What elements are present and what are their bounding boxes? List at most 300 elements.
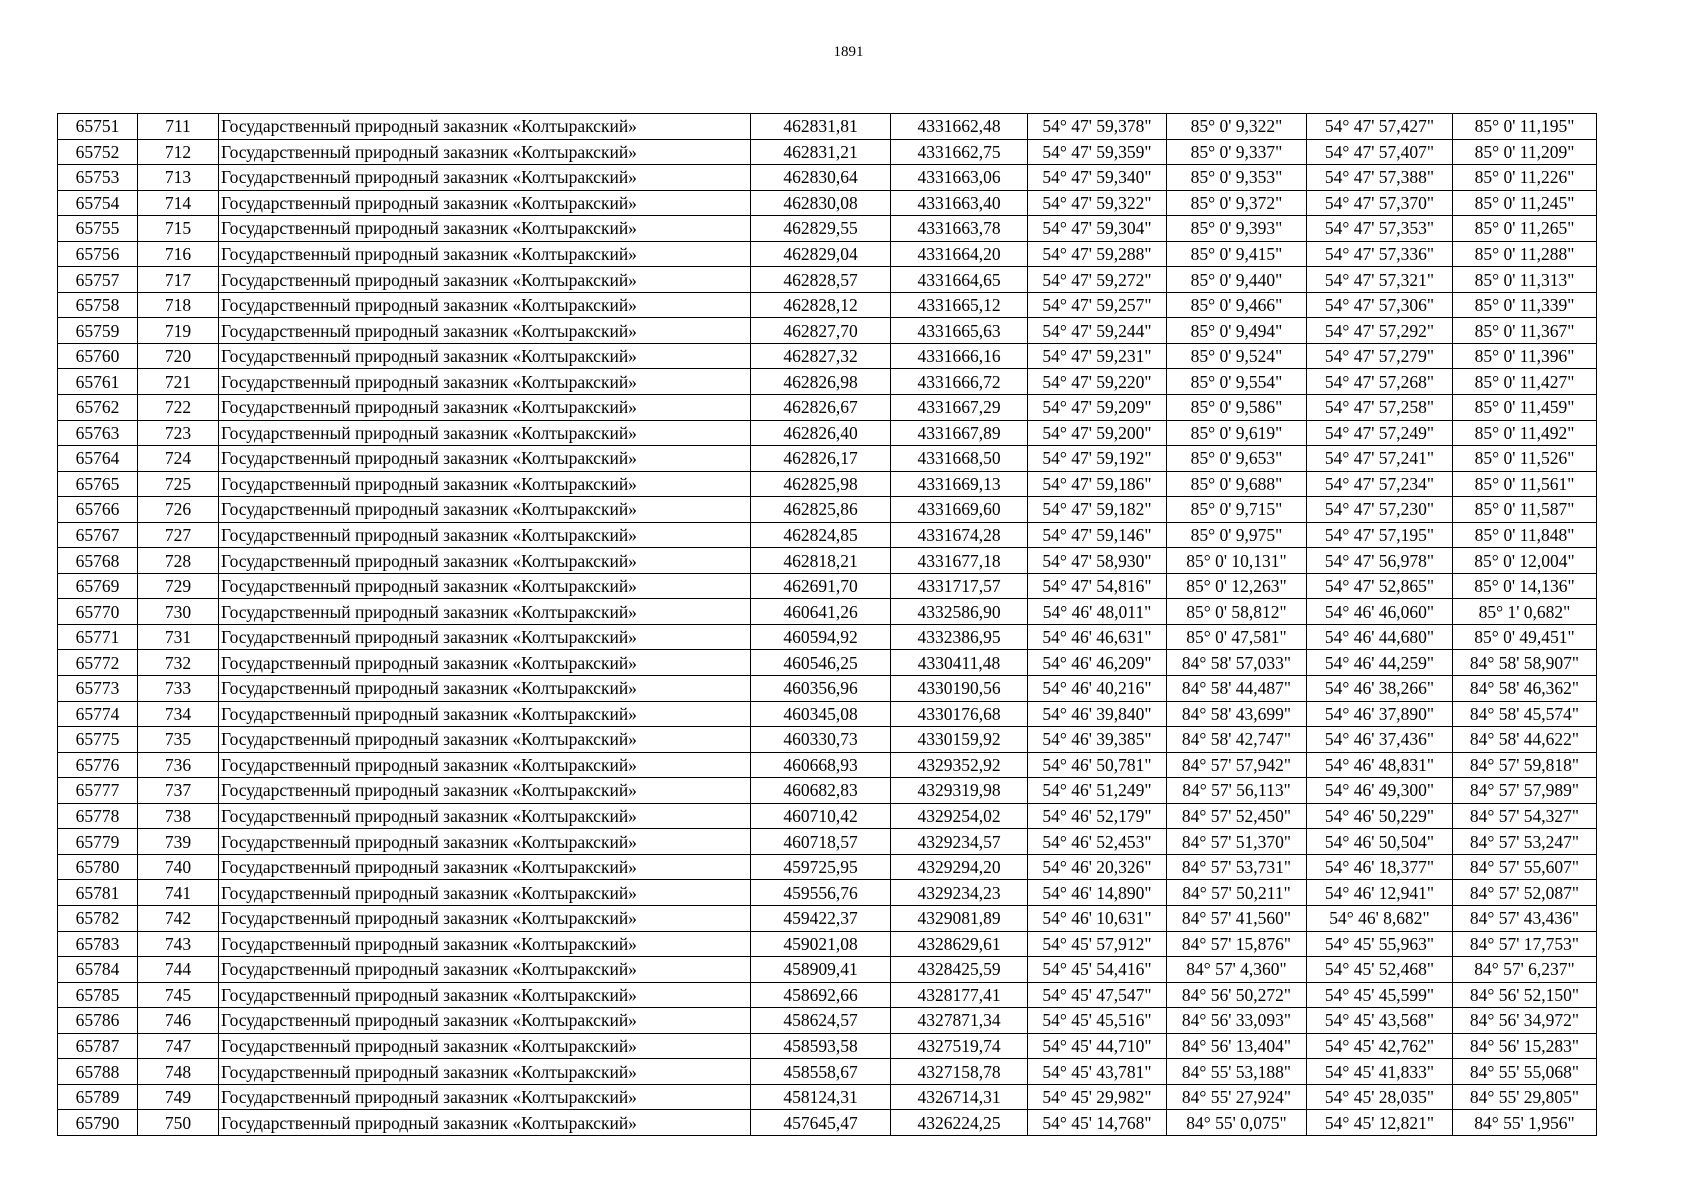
cell-point-number: 749: [138, 1084, 219, 1110]
cell-coord-y: 4330190,56: [891, 676, 1028, 702]
cell-coord-x: 462827,32: [751, 343, 891, 369]
cell-territory-name: Государственный природный заказник «Колтыракский»: [219, 190, 751, 216]
cell-territory-name: Государственный природный заказник «Колтыракский»: [219, 1084, 751, 1110]
cell-point-number: 725: [138, 471, 219, 497]
cell-latitude-1: 54° 46' 51,249": [1028, 778, 1167, 804]
cell-point-number: 712: [138, 139, 219, 165]
cell-latitude-2: 54° 47' 57,388": [1307, 165, 1453, 191]
cell-longitude-1: 85° 0' 9,372": [1167, 190, 1307, 216]
cell-point-number: 713: [138, 165, 219, 191]
cell-latitude-1: 54° 45' 43,781": [1028, 1059, 1167, 1085]
cell-territory-name: Государственный природный заказник «Колтыракский»: [219, 599, 751, 625]
cell-longitude-1: 84° 57' 51,370": [1167, 829, 1307, 855]
table-body: [58, 114, 1597, 1136]
cell-longitude-2: 85° 0' 11,265": [1453, 216, 1597, 242]
cell-latitude-1: 54° 47' 59,186": [1028, 471, 1167, 497]
cell-latitude-1: 54° 47' 59,209": [1028, 395, 1167, 421]
cell-coord-x: 462824,85: [751, 522, 891, 548]
cell-territory-name: Государственный природный заказник «Колтыракский»: [219, 905, 751, 931]
cell-latitude-2: 54° 45' 41,833": [1307, 1059, 1453, 1085]
cell-longitude-2: 85° 0' 11,561": [1453, 471, 1597, 497]
cell-coord-x: 462829,55: [751, 216, 891, 242]
cell-point-number: 745: [138, 982, 219, 1008]
cell-coord-x: 462826,98: [751, 369, 891, 395]
cell-territory-name: Государственный природный заказник «Колтыракский»: [219, 114, 751, 140]
cell-coord-y: 4331663,40: [891, 190, 1028, 216]
cell-point-number: 741: [138, 880, 219, 906]
cell-longitude-2: 84° 55' 55,068": [1453, 1059, 1597, 1085]
cell-longitude-2: 85° 0' 49,451": [1453, 624, 1597, 650]
cell-longitude-1: 85° 0' 9,393": [1167, 216, 1307, 242]
cell-longitude-2: 84° 57' 6,237": [1453, 957, 1597, 983]
cell-coord-y: 4331662,48: [891, 114, 1028, 140]
cell-territory-name: Государственный природный заказник «Колтыракский»: [219, 522, 751, 548]
cell-point-number: 719: [138, 318, 219, 344]
cell-territory-name: Государственный природный заказник «Колтыракский»: [219, 701, 751, 727]
cell-coord-y: 4331666,72: [891, 369, 1028, 395]
cell-record-id: 65763: [58, 420, 138, 446]
cell-point-number: 722: [138, 395, 219, 421]
cell-record-id: 65785: [58, 982, 138, 1008]
cell-territory-name: Государственный природный заказник «Колтыракский»: [219, 650, 751, 676]
cell-point-number: 733: [138, 676, 219, 702]
cell-latitude-1: 54° 47' 59,146": [1028, 522, 1167, 548]
cell-latitude-1: 54° 47' 59,257": [1028, 292, 1167, 318]
table-row: [58, 343, 1597, 369]
cell-territory-name: Государственный природный заказник «Колтыракский»: [219, 829, 751, 855]
cell-longitude-1: 85° 0' 9,466": [1167, 292, 1307, 318]
cell-latitude-2: 54° 47' 57,292": [1307, 318, 1453, 344]
cell-record-id: 65775: [58, 727, 138, 753]
cell-longitude-1: 85° 0' 9,715": [1167, 497, 1307, 523]
cell-coord-x: 460356,96: [751, 676, 891, 702]
cell-longitude-1: 85° 0' 12,263": [1167, 573, 1307, 599]
cell-point-number: 723: [138, 420, 219, 446]
cell-longitude-2: 84° 56' 15,283": [1453, 1033, 1597, 1059]
table-row: [58, 599, 1597, 625]
cell-coord-x: 460718,57: [751, 829, 891, 855]
cell-latitude-2: 54° 45' 42,762": [1307, 1033, 1453, 1059]
cell-point-number: 724: [138, 446, 219, 472]
cell-longitude-2: 84° 58' 45,574": [1453, 701, 1597, 727]
cell-longitude-2: 84° 57' 57,989": [1453, 778, 1597, 804]
cell-record-id: 65784: [58, 957, 138, 983]
cell-latitude-1: 54° 45' 54,416": [1028, 957, 1167, 983]
cell-longitude-2: 85° 0' 11,367": [1453, 318, 1597, 344]
cell-latitude-1: 54° 47' 59,304": [1028, 216, 1167, 242]
cell-territory-name: Государственный природный заказник «Колтыракский»: [219, 957, 751, 983]
table-row: [58, 522, 1597, 548]
cell-longitude-2: 84° 56' 34,972": [1453, 1008, 1597, 1034]
cell-latitude-2: 54° 46' 12,941": [1307, 880, 1453, 906]
cell-longitude-1: 85° 0' 9,415": [1167, 241, 1307, 267]
cell-latitude-2: 54° 46' 37,436": [1307, 727, 1453, 753]
cell-coord-x: 462825,86: [751, 497, 891, 523]
cell-coord-y: 4330411,48: [891, 650, 1028, 676]
cell-record-id: 65767: [58, 522, 138, 548]
cell-point-number: 734: [138, 701, 219, 727]
cell-latitude-2: 54° 45' 52,468": [1307, 957, 1453, 983]
cell-point-number: 717: [138, 267, 219, 293]
cell-latitude-2: 54° 47' 57,353": [1307, 216, 1453, 242]
cell-record-id: 65778: [58, 803, 138, 829]
cell-record-id: 65782: [58, 905, 138, 931]
cell-latitude-2: 54° 47' 57,407": [1307, 139, 1453, 165]
cell-coord-x: 458593,58: [751, 1033, 891, 1059]
cell-longitude-1: 85° 0' 9,524": [1167, 343, 1307, 369]
cell-latitude-1: 54° 46' 20,326": [1028, 854, 1167, 880]
cell-longitude-2: 85° 0' 11,288": [1453, 241, 1597, 267]
cell-coord-y: 4332586,90: [891, 599, 1028, 625]
cell-coord-y: 4331674,28: [891, 522, 1028, 548]
cell-coord-x: 458692,66: [751, 982, 891, 1008]
cell-latitude-1: 54° 46' 46,631": [1028, 624, 1167, 650]
cell-longitude-2: 84° 57' 43,436": [1453, 905, 1597, 931]
cell-coord-x: 460641,26: [751, 599, 891, 625]
cell-latitude-2: 54° 46' 44,680": [1307, 624, 1453, 650]
cell-latitude-1: 54° 47' 59,231": [1028, 343, 1167, 369]
cell-coord-x: 460594,92: [751, 624, 891, 650]
cell-record-id: 65758: [58, 292, 138, 318]
cell-longitude-2: 84° 58' 44,622": [1453, 727, 1597, 753]
cell-point-number: 740: [138, 854, 219, 880]
cell-territory-name: Государственный природный заказник «Колтыракский»: [219, 343, 751, 369]
cell-longitude-2: 85° 0' 11,526": [1453, 446, 1597, 472]
cell-coord-x: 459556,76: [751, 880, 891, 906]
cell-longitude-1: 84° 57' 56,113": [1167, 778, 1307, 804]
cell-latitude-1: 54° 46' 50,781": [1028, 752, 1167, 778]
cell-point-number: 748: [138, 1059, 219, 1085]
cell-latitude-2: 54° 47' 57,268": [1307, 369, 1453, 395]
cell-coord-y: 4331665,63: [891, 318, 1028, 344]
cell-longitude-1: 84° 57' 50,211": [1167, 880, 1307, 906]
cell-longitude-1: 85° 0' 9,440": [1167, 267, 1307, 293]
cell-record-id: 65769: [58, 573, 138, 599]
cell-longitude-2: 85° 0' 14,136": [1453, 573, 1597, 599]
cell-latitude-2: 54° 47' 57,321": [1307, 267, 1453, 293]
cell-territory-name: Государственный природный заказник «Колтыракский»: [219, 420, 751, 446]
cell-coord-x: 462829,04: [751, 241, 891, 267]
cell-territory-name: Государственный природный заказник «Колтыракский»: [219, 982, 751, 1008]
cell-latitude-1: 54° 46' 39,840": [1028, 701, 1167, 727]
cell-point-number: 728: [138, 548, 219, 574]
cell-point-number: 746: [138, 1008, 219, 1034]
cell-longitude-2: 85° 0' 11,226": [1453, 165, 1597, 191]
cell-coord-x: 462818,21: [751, 548, 891, 574]
cell-coord-y: 4329254,02: [891, 803, 1028, 829]
cell-longitude-2: 85° 0' 11,587": [1453, 497, 1597, 523]
table-row: [58, 1033, 1597, 1059]
cell-record-id: 65776: [58, 752, 138, 778]
cell-coord-x: 462826,17: [751, 446, 891, 472]
table-row: [58, 727, 1597, 753]
cell-coord-x: 459422,37: [751, 905, 891, 931]
cell-territory-name: Государственный природный заказник «Колтыракский»: [219, 446, 751, 472]
cell-latitude-1: 54° 47' 59,200": [1028, 420, 1167, 446]
cell-longitude-1: 85° 0' 9,619": [1167, 420, 1307, 446]
cell-latitude-2: 54° 46' 18,377": [1307, 854, 1453, 880]
cell-coord-y: 4330176,68: [891, 701, 1028, 727]
cell-coord-y: 4332386,95: [891, 624, 1028, 650]
cell-record-id: 65780: [58, 854, 138, 880]
table-row: [58, 420, 1597, 446]
cell-latitude-2: 54° 47' 57,427": [1307, 114, 1453, 140]
cell-coord-y: 4331663,06: [891, 165, 1028, 191]
table-row: [58, 650, 1597, 676]
cell-latitude-1: 54° 46' 40,216": [1028, 676, 1167, 702]
cell-coord-y: 4331664,65: [891, 267, 1028, 293]
cell-record-id: 65786: [58, 1008, 138, 1034]
cell-territory-name: Государственный природный заказник «Колтыракский»: [219, 624, 751, 650]
cell-latitude-2: 54° 47' 57,370": [1307, 190, 1453, 216]
cell-latitude-1: 54° 46' 52,179": [1028, 803, 1167, 829]
cell-point-number: 739: [138, 829, 219, 855]
cell-coord-y: 4331667,29: [891, 395, 1028, 421]
cell-latitude-1: 54° 45' 47,547": [1028, 982, 1167, 1008]
cell-longitude-1: 85° 0' 9,494": [1167, 318, 1307, 344]
cell-latitude-2: 54° 46' 46,060": [1307, 599, 1453, 625]
cell-coord-y: 4331667,89: [891, 420, 1028, 446]
cell-coord-x: 462691,70: [751, 573, 891, 599]
cell-latitude-1: 54° 47' 59,288": [1028, 241, 1167, 267]
cell-point-number: 718: [138, 292, 219, 318]
cell-longitude-1: 84° 57' 41,560": [1167, 905, 1307, 931]
cell-record-id: 65759: [58, 318, 138, 344]
cell-point-number: 727: [138, 522, 219, 548]
cell-latitude-2: 54° 47' 57,336": [1307, 241, 1453, 267]
table-row: [58, 1059, 1597, 1085]
cell-longitude-1: 84° 58' 42,747": [1167, 727, 1307, 753]
cell-longitude-2: 84° 57' 59,818": [1453, 752, 1597, 778]
cell-point-number: 743: [138, 931, 219, 957]
cell-territory-name: Государственный природный заказник «Колтыракский»: [219, 165, 751, 191]
cell-territory-name: Государственный природный заказник «Колтыракский»: [219, 1008, 751, 1034]
cell-coord-y: 4327158,78: [891, 1059, 1028, 1085]
cell-longitude-1: 84° 58' 57,033": [1167, 650, 1307, 676]
table-row: [58, 292, 1597, 318]
cell-coord-x: 460668,93: [751, 752, 891, 778]
cell-longitude-2: 85° 0' 11,245": [1453, 190, 1597, 216]
cell-coord-y: 4331662,75: [891, 139, 1028, 165]
cell-longitude-2: 85° 0' 12,004": [1453, 548, 1597, 574]
cell-territory-name: Государственный природный заказник «Колтыракский»: [219, 752, 751, 778]
cell-territory-name: Государственный природный заказник «Колтыракский»: [219, 241, 751, 267]
table-row: [58, 931, 1597, 957]
cell-longitude-1: 84° 57' 52,450": [1167, 803, 1307, 829]
cell-record-id: 65789: [58, 1084, 138, 1110]
cell-longitude-2: 84° 55' 1,956": [1453, 1110, 1597, 1136]
cell-record-id: 65790: [58, 1110, 138, 1136]
cell-latitude-1: 54° 47' 59,272": [1028, 267, 1167, 293]
table-row: [58, 216, 1597, 242]
cell-point-number: 744: [138, 957, 219, 983]
cell-coord-x: 459725,95: [751, 854, 891, 880]
cell-longitude-1: 84° 55' 27,924": [1167, 1084, 1307, 1110]
cell-territory-name: Государственный природный заказник «Колтыракский»: [219, 778, 751, 804]
cell-coord-x: 458909,41: [751, 957, 891, 983]
cell-longitude-1: 85° 0' 10,131": [1167, 548, 1307, 574]
cell-record-id: 65751: [58, 114, 138, 140]
cell-coord-x: 458558,67: [751, 1059, 891, 1085]
table-row: [58, 624, 1597, 650]
page-number: 1891: [833, 44, 864, 60]
cell-coord-x: 462831,81: [751, 114, 891, 140]
cell-latitude-2: 54° 46' 37,890": [1307, 701, 1453, 727]
cell-latitude-2: 54° 47' 57,249": [1307, 420, 1453, 446]
table-row: [58, 803, 1597, 829]
cell-coord-x: 462831,21: [751, 139, 891, 165]
table-row: [58, 854, 1597, 880]
cell-coord-y: 4329234,57: [891, 829, 1028, 855]
cell-coord-x: 457645,47: [751, 1110, 891, 1136]
table-row: [58, 114, 1597, 140]
cell-longitude-1: 84° 55' 53,188": [1167, 1059, 1307, 1085]
cell-territory-name: Государственный природный заказник «Колтыракский»: [219, 139, 751, 165]
cell-latitude-1: 54° 45' 14,768": [1028, 1110, 1167, 1136]
table-row: [58, 778, 1597, 804]
table-row: [58, 548, 1597, 574]
cell-longitude-1: 84° 56' 13,404": [1167, 1033, 1307, 1059]
cell-latitude-1: 54° 47' 59,359": [1028, 139, 1167, 165]
table-row: [58, 676, 1597, 702]
cell-record-id: 65766: [58, 497, 138, 523]
cell-coord-y: 4329352,92: [891, 752, 1028, 778]
cell-longitude-1: 84° 57' 53,731": [1167, 854, 1307, 880]
cell-record-id: 65781: [58, 880, 138, 906]
cell-coord-y: 4331669,60: [891, 497, 1028, 523]
cell-longitude-2: 85° 0' 11,459": [1453, 395, 1597, 421]
cell-latitude-2: 54° 47' 56,978": [1307, 548, 1453, 574]
cell-record-id: 65783: [58, 931, 138, 957]
cell-record-id: 65768: [58, 548, 138, 574]
cell-record-id: 65752: [58, 139, 138, 165]
cell-coord-y: 4329294,20: [891, 854, 1028, 880]
cell-latitude-1: 54° 46' 10,631": [1028, 905, 1167, 931]
cell-coord-x: 462830,64: [751, 165, 891, 191]
cell-point-number: 736: [138, 752, 219, 778]
table-row: [58, 471, 1597, 497]
cell-latitude-1: 54° 46' 14,890": [1028, 880, 1167, 906]
cell-point-number: 732: [138, 650, 219, 676]
cell-territory-name: Государственный природный заказник «Колтыракский»: [219, 573, 751, 599]
cell-territory-name: Государственный природный заказник «Колтыракский»: [219, 548, 751, 574]
cell-coord-y: 4331677,18: [891, 548, 1028, 574]
table-row: [58, 905, 1597, 931]
cell-territory-name: Государственный природный заказник «Колтыракский»: [219, 676, 751, 702]
table-row: [58, 982, 1597, 1008]
cell-territory-name: Государственный природный заказник «Колтыракский»: [219, 1110, 751, 1136]
cell-latitude-2: 54° 46' 44,259": [1307, 650, 1453, 676]
cell-latitude-2: 54° 46' 38,266": [1307, 676, 1453, 702]
cell-coord-y: 4331717,57: [891, 573, 1028, 599]
cell-latitude-2: 54° 47' 52,865": [1307, 573, 1453, 599]
cell-latitude-2: 54° 47' 57,230": [1307, 497, 1453, 523]
table-row: [58, 957, 1597, 983]
cell-territory-name: Государственный природный заказник «Колтыракский»: [219, 1033, 751, 1059]
cell-latitude-1: 54° 47' 59,378": [1028, 114, 1167, 140]
cell-coord-y: 4326714,31: [891, 1084, 1028, 1110]
cell-latitude-1: 54° 47' 59,322": [1028, 190, 1167, 216]
cell-latitude-2: 54° 46' 8,682": [1307, 905, 1453, 931]
cell-latitude-2: 54° 47' 57,241": [1307, 446, 1453, 472]
cell-latitude-1: 54° 47' 59,340": [1028, 165, 1167, 191]
cell-latitude-2: 54° 47' 57,195": [1307, 522, 1453, 548]
cell-latitude-1: 54° 45' 44,710": [1028, 1033, 1167, 1059]
cell-longitude-2: 85° 0' 11,427": [1453, 369, 1597, 395]
cell-longitude-1: 84° 57' 57,942": [1167, 752, 1307, 778]
cell-coord-y: 4327519,74: [891, 1033, 1028, 1059]
cell-latitude-1: 54° 46' 39,385": [1028, 727, 1167, 753]
cell-coord-y: 4331664,20: [891, 241, 1028, 267]
cell-record-id: 65777: [58, 778, 138, 804]
cell-coord-y: 4331668,50: [891, 446, 1028, 472]
cell-coord-y: 4328629,61: [891, 931, 1028, 957]
cell-coord-y: 4326224,25: [891, 1110, 1028, 1136]
cell-coord-y: 4331669,13: [891, 471, 1028, 497]
cell-territory-name: Государственный природный заказник «Колтыракский»: [219, 471, 751, 497]
cell-longitude-1: 84° 57' 4,360": [1167, 957, 1307, 983]
cell-coord-x: 460710,42: [751, 803, 891, 829]
cell-latitude-1: 54° 45' 29,982": [1028, 1084, 1167, 1110]
cell-longitude-1: 85° 0' 9,337": [1167, 139, 1307, 165]
cell-latitude-2: 54° 47' 57,306": [1307, 292, 1453, 318]
cell-longitude-1: 84° 55' 0,075": [1167, 1110, 1307, 1136]
cell-record-id: 65753: [58, 165, 138, 191]
cell-coord-y: 4331666,16: [891, 343, 1028, 369]
cell-coord-x: 460546,25: [751, 650, 891, 676]
cell-latitude-1: 54° 46' 52,453": [1028, 829, 1167, 855]
cell-point-number: 715: [138, 216, 219, 242]
table-row: [58, 701, 1597, 727]
table-row: [58, 395, 1597, 421]
table-row: [58, 165, 1597, 191]
cell-latitude-1: 54° 45' 45,516": [1028, 1008, 1167, 1034]
cell-longitude-1: 84° 56' 50,272": [1167, 982, 1307, 1008]
cell-latitude-1: 54° 47' 59,220": [1028, 369, 1167, 395]
cell-latitude-2: 54° 46' 50,229": [1307, 803, 1453, 829]
cell-coord-y: 4329234,23: [891, 880, 1028, 906]
cell-point-number: 716: [138, 241, 219, 267]
cell-longitude-1: 85° 0' 9,322": [1167, 114, 1307, 140]
cell-longitude-2: 84° 57' 53,247": [1453, 829, 1597, 855]
table-row: [58, 267, 1597, 293]
cell-latitude-2: 54° 45' 12,821": [1307, 1110, 1453, 1136]
table-row: [58, 880, 1597, 906]
cell-latitude-2: 54° 46' 48,831": [1307, 752, 1453, 778]
cell-coord-x: 459021,08: [751, 931, 891, 957]
cell-territory-name: Государственный природный заказник «Колтыракский»: [219, 727, 751, 753]
cell-latitude-2: 54° 45' 43,568": [1307, 1008, 1453, 1034]
cell-longitude-1: 84° 58' 43,699": [1167, 701, 1307, 727]
cell-record-id: 65755: [58, 216, 138, 242]
cell-latitude-1: 54° 47' 59,192": [1028, 446, 1167, 472]
cell-record-id: 65765: [58, 471, 138, 497]
cell-coord-y: 4328425,59: [891, 957, 1028, 983]
table-row: [58, 497, 1597, 523]
cell-longitude-2: 85° 0' 11,848": [1453, 522, 1597, 548]
cell-coord-x: 462830,08: [751, 190, 891, 216]
cell-coord-x: 462828,12: [751, 292, 891, 318]
cell-longitude-2: 84° 55' 29,805": [1453, 1084, 1597, 1110]
cell-record-id: 65770: [58, 599, 138, 625]
cell-coord-y: 4331663,78: [891, 216, 1028, 242]
cell-longitude-1: 85° 0' 58,812": [1167, 599, 1307, 625]
cell-longitude-2: 85° 0' 11,195": [1453, 114, 1597, 140]
cell-record-id: 65788: [58, 1059, 138, 1085]
cell-coord-x: 462827,70: [751, 318, 891, 344]
cell-coord-y: 4328177,41: [891, 982, 1028, 1008]
cell-latitude-2: 54° 45' 45,599": [1307, 982, 1453, 1008]
